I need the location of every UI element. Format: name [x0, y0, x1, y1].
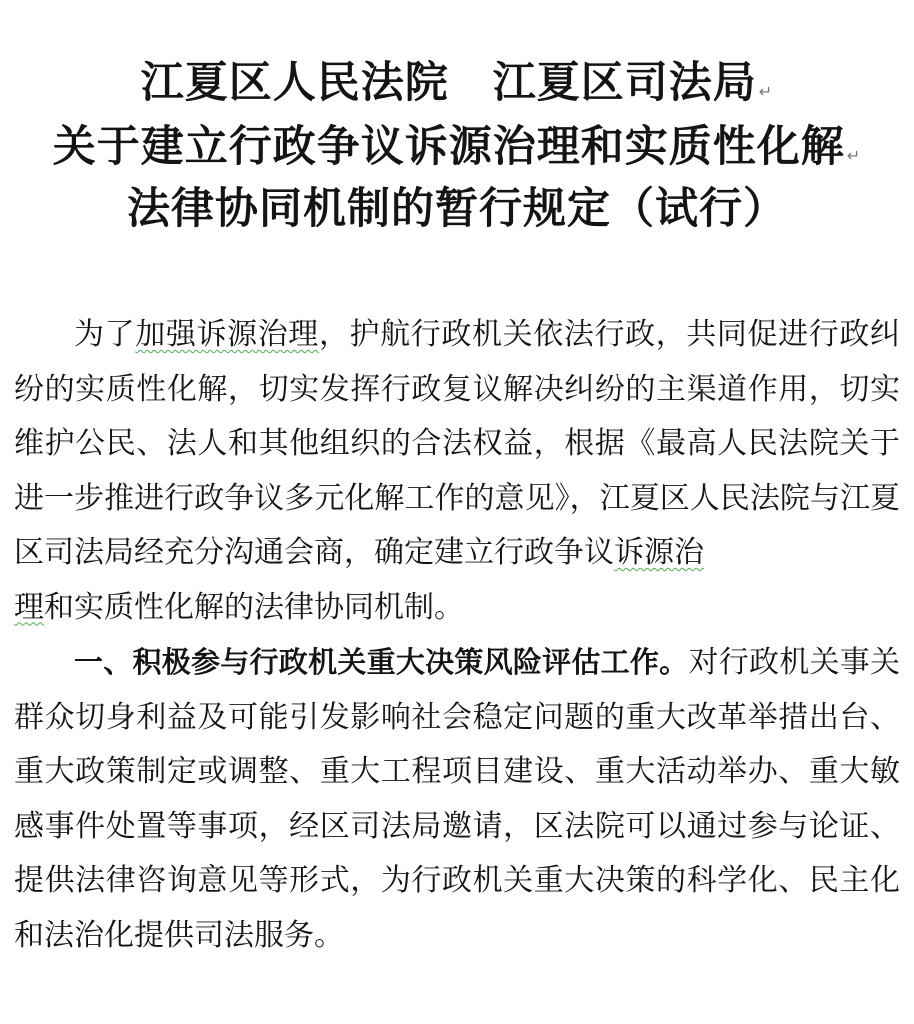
title-line-2	[0, 120, 914, 183]
title-line-3	[0, 182, 914, 236]
section-1-paragraph	[14, 635, 900, 963]
section-1-text: 对行政机关事关群众切身利益及可能引发影响社会稳定问题的重大改革举措出台、重大政策制定或调整、重大工程项目建设、重大活动举办、重大敏感事件处置等事项，经区司法局邀请，区法院可以通过参与论证、提供法律咨询意见等形式，为行政机关重大决策的科学化、民主化和法治化提供司法服务。	[14, 645, 900, 953]
paragraph-mark-icon: ↵	[846, 146, 862, 165]
title-regulation: 法律协同机制的暂行规定（试行）	[127, 184, 787, 234]
title-justice-bureau: 江夏区司法局	[492, 58, 757, 108]
paragraph-mark-icon: ↵	[758, 82, 774, 101]
section-1-heading: 一、积极参与行政机关重大决策风险评估工作。	[74, 645, 689, 679]
title-line-1	[0, 56, 914, 119]
spellcheck-mark: 诉源治	[614, 535, 704, 570]
title-subject: 关于建立行政争议诉源治理和实质性化解	[52, 122, 845, 172]
title-court: 江夏区人民法院	[140, 58, 449, 108]
preamble-paragraph: 为了加强诉源治理，护航行政机关依法行政，共同促进行政纠纷的实质性化解，切实发挥行政复议解决纠纷的主渠道作用，切实维护公民、法人和其他组织的合法权益，根据《最高人民法院关于进一步推进行政争议多元化解工作的意见》，江夏区人民法院与江夏区司法局经充分沟通会商，确定建立行政争议诉源治 理和实质性化解的法律协同机制。	[14, 317, 901, 625]
spellcheck-mark: 理	[14, 589, 44, 625]
document-body	[14, 308, 900, 963]
spellcheck-mark: 加强诉源治理	[135, 317, 319, 352]
